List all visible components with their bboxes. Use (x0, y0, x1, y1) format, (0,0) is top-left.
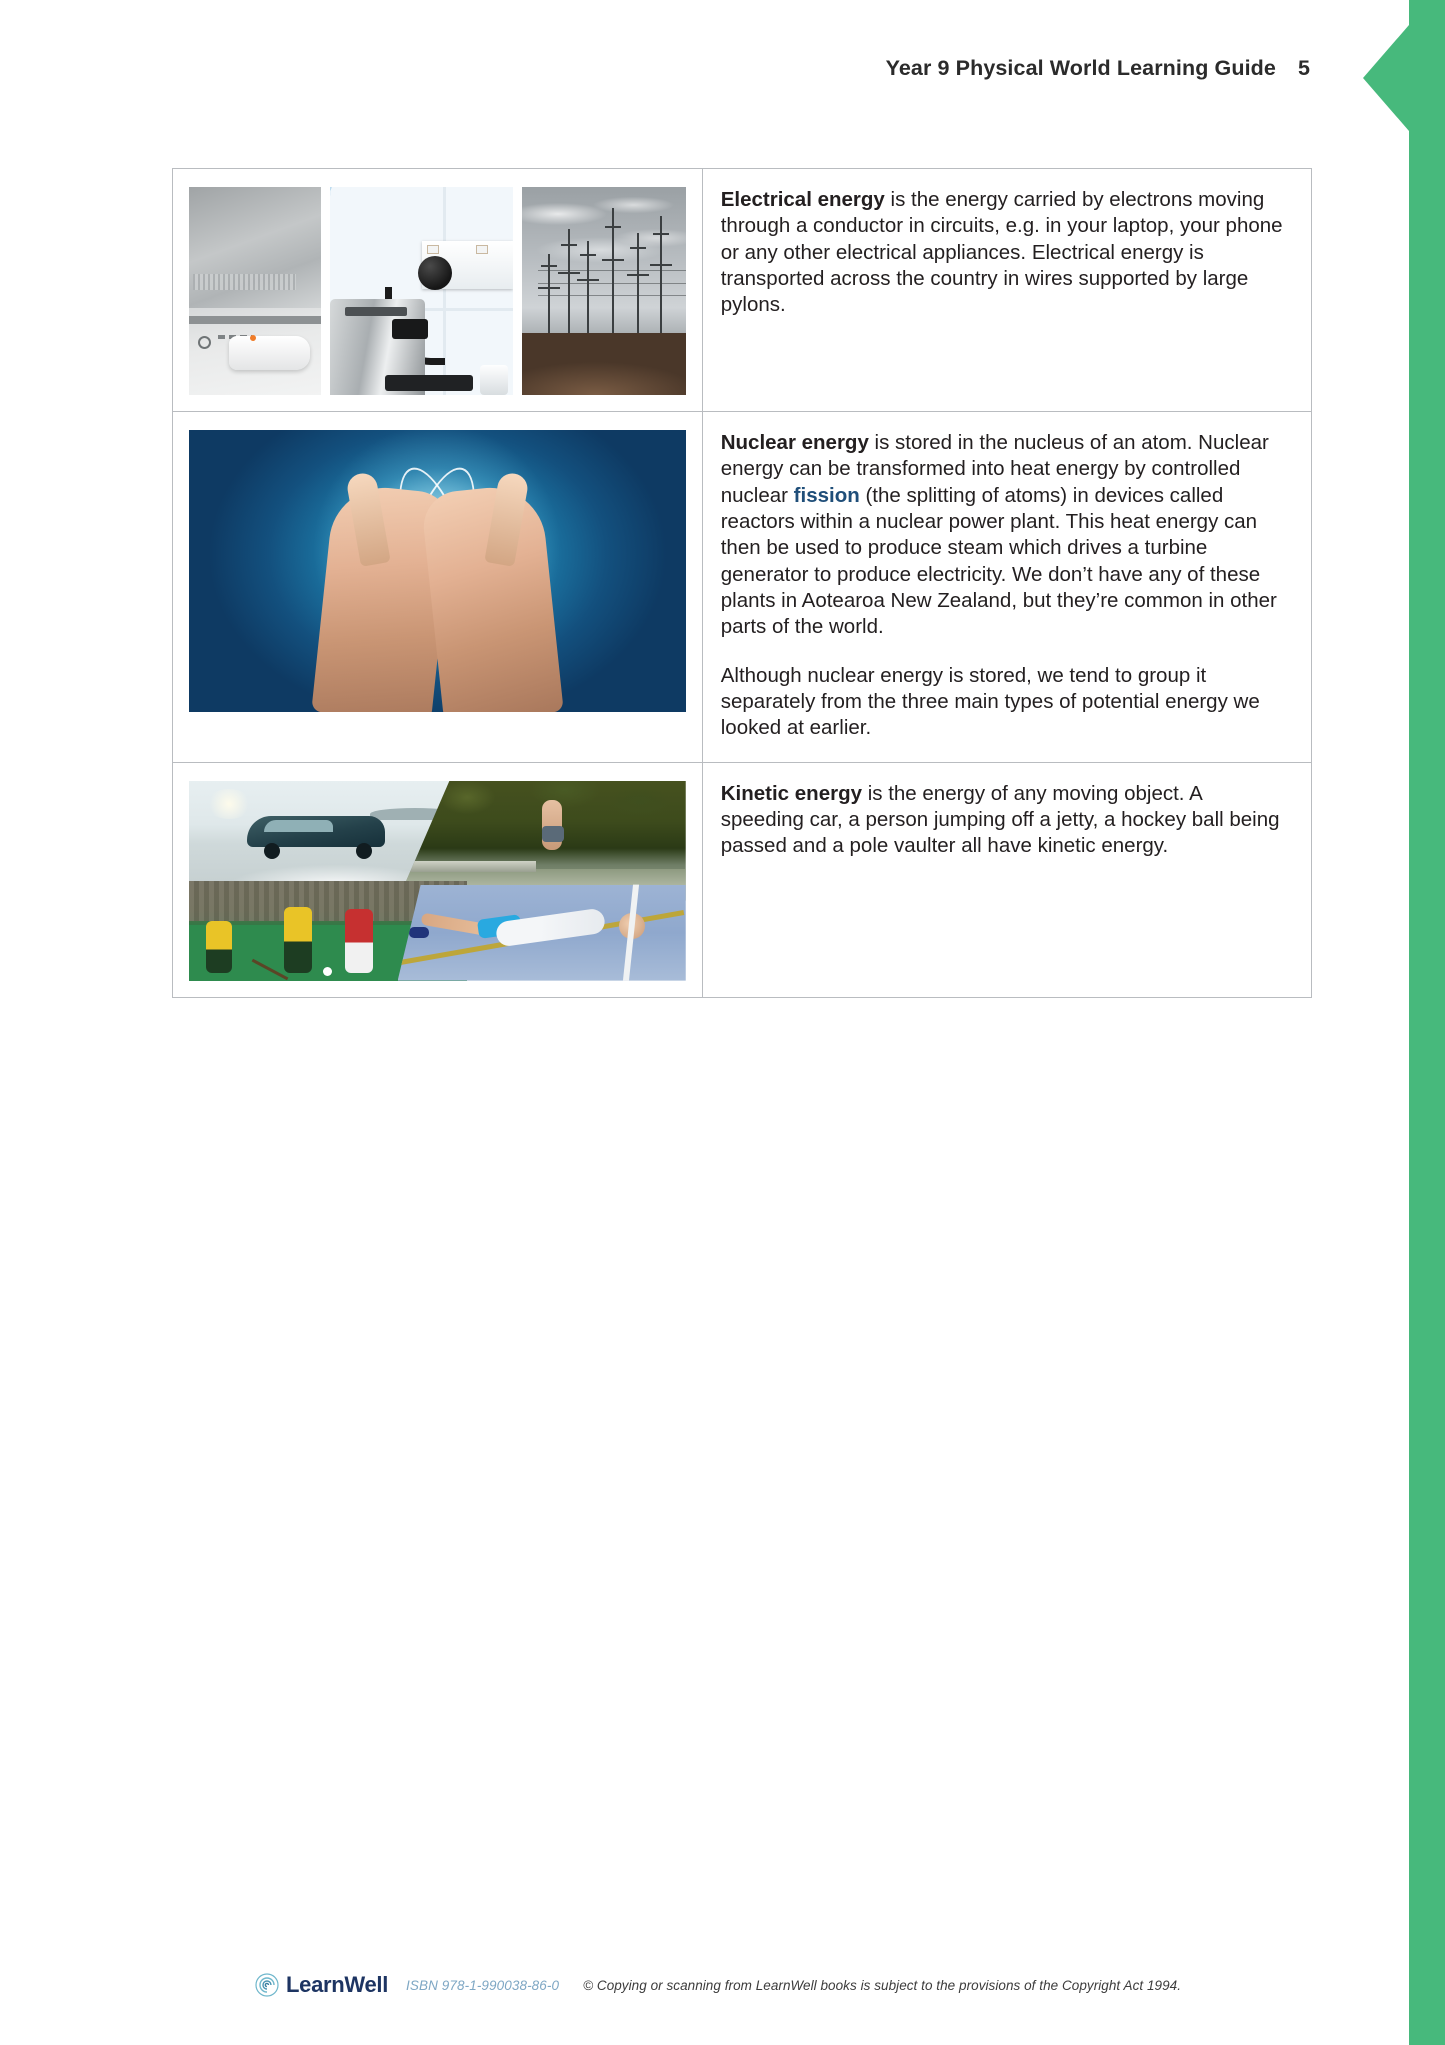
nuclear-energy-body-after: (the splitting of atoms) in devices called reactors within a nuclear power plant. This heat energy can then be used to produce steam which drives a turbine generator to produce electricity. We don’t have any of these plants in Aotearoa New Zealand, but they’re common in other parts of the world. (720, 483, 1277, 639)
nuclear-energy-body-before: is stored in the nucleus of an atom. Nuclear energy can be transformed into heat energy by controlled nuclear (720, 431, 1269, 507)
electrical-energy-paragraph (721, 187, 1285, 319)
electrical-energy-images-cell (173, 169, 703, 412)
kinetic-energy-images-cell (173, 762, 703, 997)
green-chevron-icon (1363, 25, 1409, 131)
page-footer (255, 1972, 1181, 1998)
atom-in-hands-photo (189, 430, 686, 712)
nuclear-energy-paragraph-2: Although nuclear energy is stored, we tend to group it separately from the three main types of potential energy we looked at earlier. (720, 663, 1260, 740)
nuclear-energy-lead: Nuclear energy (720, 431, 869, 454)
kinetic-energy-lead: Kinetic energy (720, 781, 863, 805)
kinetic-energy-text-cell (702, 762, 1311, 997)
nuclear-energy-paragraph-1 (721, 430, 1285, 641)
page-number: 5 (1297, 56, 1310, 80)
fission-keyword: fission (793, 483, 860, 507)
kinetic-energy-body: is the energy of any moving object. A speeding car, a person jumping off a jetty, a hockey ball being passed and a pole vaulter all have kinetic energy. (720, 781, 1280, 858)
wall-socket-photo (330, 187, 513, 395)
table-row (173, 762, 1312, 997)
kinetic-photo-collage (189, 781, 686, 981)
page-header (0, 56, 1310, 81)
kinetic-energy-paragraph (721, 781, 1285, 860)
electrical-image-strip (189, 187, 686, 395)
electrical-energy-lead: Electrical energy (720, 188, 885, 211)
pole-vault-photo (398, 885, 686, 981)
laptop-charger-photo (189, 187, 321, 395)
nuclear-energy-images-cell (173, 412, 703, 763)
electrical-energy-text-cell (702, 169, 1311, 412)
table-row (173, 169, 1312, 412)
learnwell-spiral-icon (255, 1973, 279, 1997)
electrical-energy-body: is the energy carried by electrons moving through a conductor in circuits, e.g. in your laptop, your phone or any other electrical appliances. Electrical energy is transported across the country in wires supported by large pylons. (720, 188, 1283, 317)
nuclear-energy-text-cell (702, 412, 1311, 763)
power-pylons-photo (522, 187, 686, 395)
table-row (173, 412, 1312, 763)
isbn-text: ISBN 978-1-990038-86-0 (406, 1977, 560, 1993)
learnwell-wordmark: LearnWell (286, 1972, 389, 1997)
green-edge-bar (1409, 0, 1445, 2045)
energy-types-table (172, 168, 1312, 998)
page-title: Year 9 Physical World Learning Guide (885, 56, 1276, 80)
copyright-notice: © Copying or scanning from LearnWell books is subject to the provisions of the Copyright Act 1994. (583, 1977, 1181, 1993)
